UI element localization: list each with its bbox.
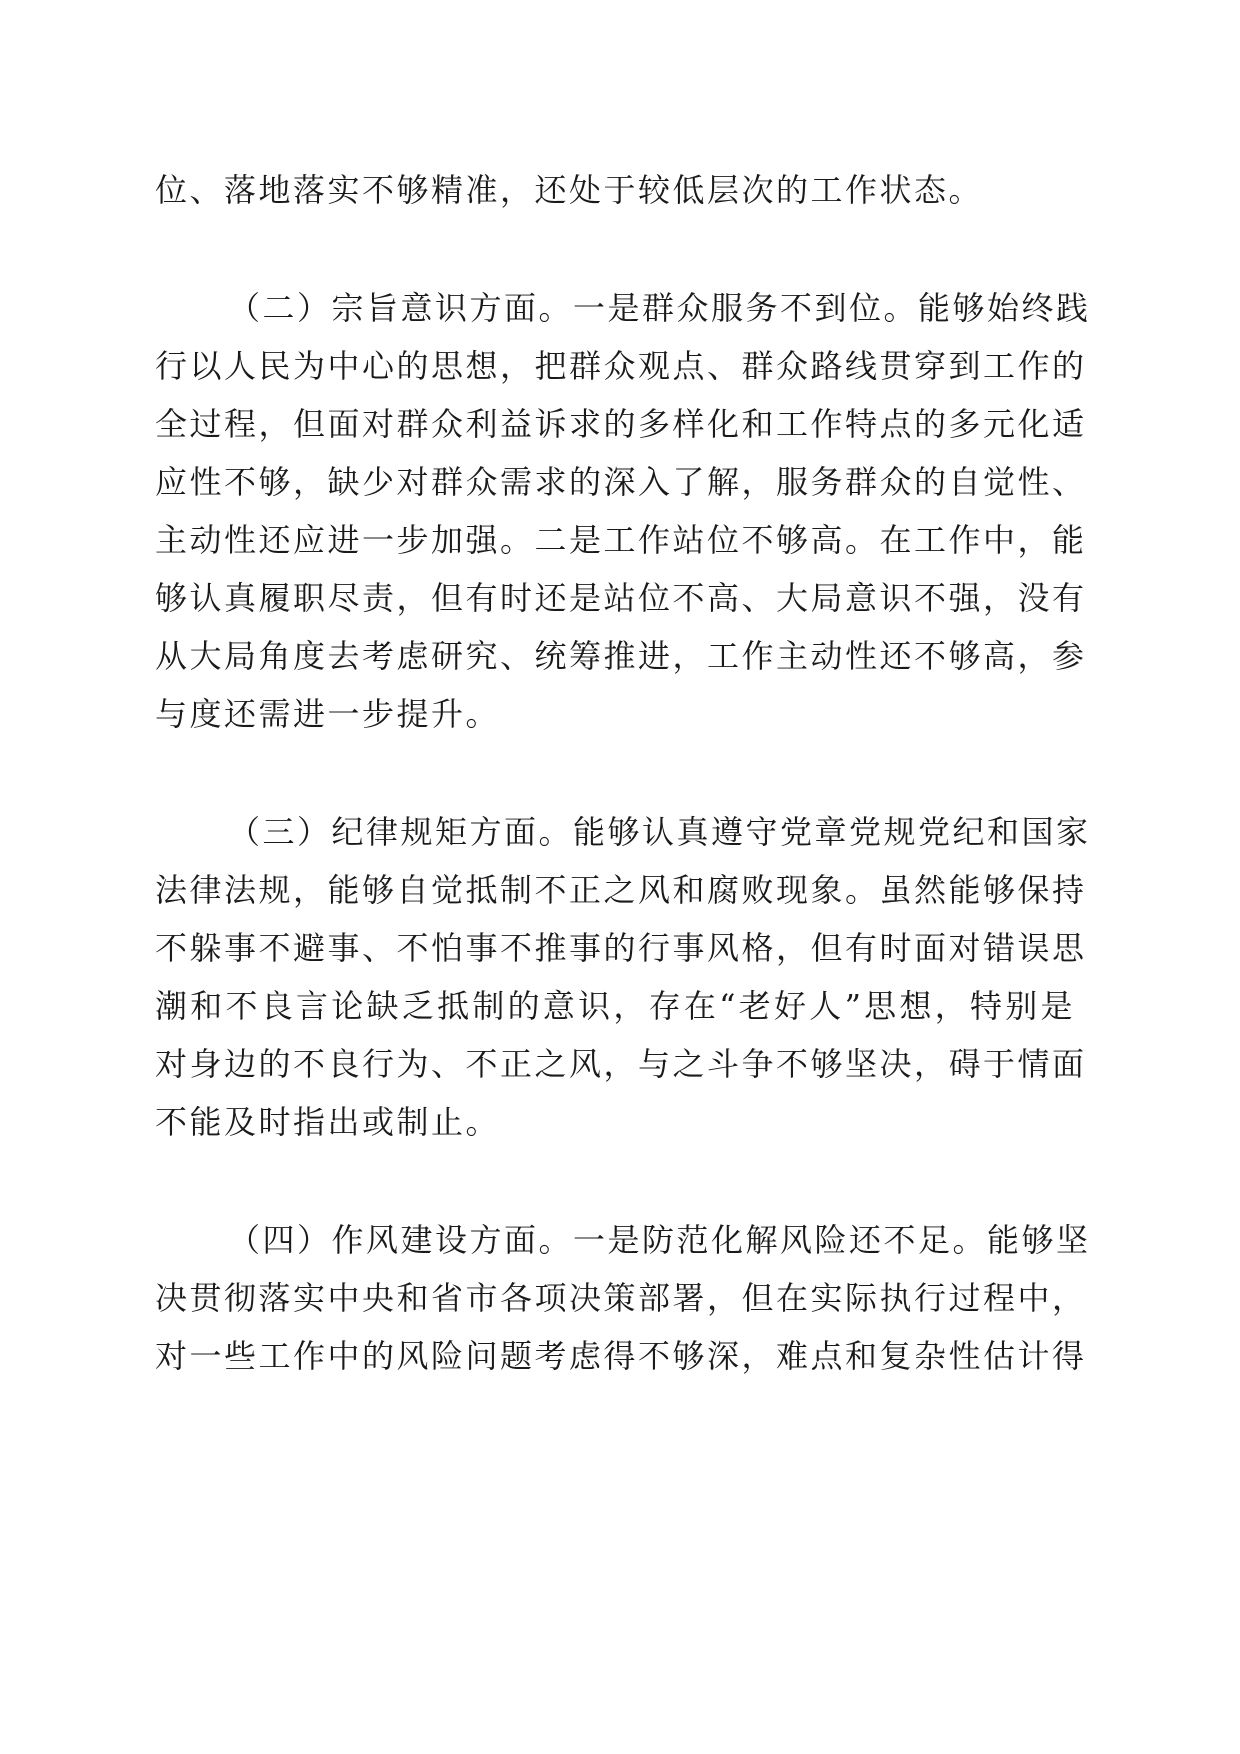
paragraph-line: 对一些工作中的风险问题考虑得不够深，难点和复杂性估计得 bbox=[155, 1337, 1087, 1375]
paragraph-line: （三）纪律规矩方面。能够认真遵守党章党规党纪和国家 bbox=[228, 813, 1091, 851]
paragraph-line: 对身边的不良行为、不正之风，与之斗争不够坚决，碍于情面 bbox=[155, 1045, 1087, 1083]
paragraph-line: 潮和不良言论缺乏抵制的意识，存在“老好人”思想，特别是 bbox=[155, 987, 1075, 1025]
paragraph-line: 与度还需进一步提升。 bbox=[155, 695, 501, 733]
paragraph-line: 行以人民为中心的思想，把群众观点、群众路线贯穿到工作的 bbox=[155, 347, 1087, 385]
paragraph-line: 决贯彻落实中央和省市各项决策部署，但在实际执行过程中， bbox=[155, 1279, 1087, 1317]
paragraph-line: 位、落地落实不够精准，还处于较低层次的工作状态。 bbox=[155, 171, 984, 209]
paragraph-line: 全过程，但面对群众利益诉求的多样化和工作特点的多元化适 bbox=[155, 405, 1087, 443]
paragraph-line: 不能及时指出或制止。 bbox=[155, 1103, 501, 1141]
paragraph-line: 法律法规，能够自觉抵制不正之风和腐败现象。虽然能够保持 bbox=[155, 871, 1087, 909]
paragraph-line: （四）作风建设方面。一是防范化解风险还不足。能够坚 bbox=[228, 1221, 1091, 1259]
paragraph-line: 主动性还应进一步加强。二是工作站位不够高。在工作中，能 bbox=[155, 521, 1087, 559]
paragraph-line: 不躲事不避事、不怕事不推事的行事风格，但有时面对错误思 bbox=[155, 929, 1087, 967]
paragraph-line: （二）宗旨意识方面。一是群众服务不到位。能够始终践 bbox=[228, 289, 1091, 327]
paragraph-line: 从大局角度去考虑研究、统筹推进，工作主动性还不够高，参 bbox=[155, 637, 1087, 675]
paragraph-line: 够认真履职尽责，但有时还是站位不高、大局意识不强，没有 bbox=[155, 579, 1087, 617]
paragraph-line: 应性不够，缺少对群众需求的深入了解，服务群众的自觉性、 bbox=[155, 463, 1087, 501]
